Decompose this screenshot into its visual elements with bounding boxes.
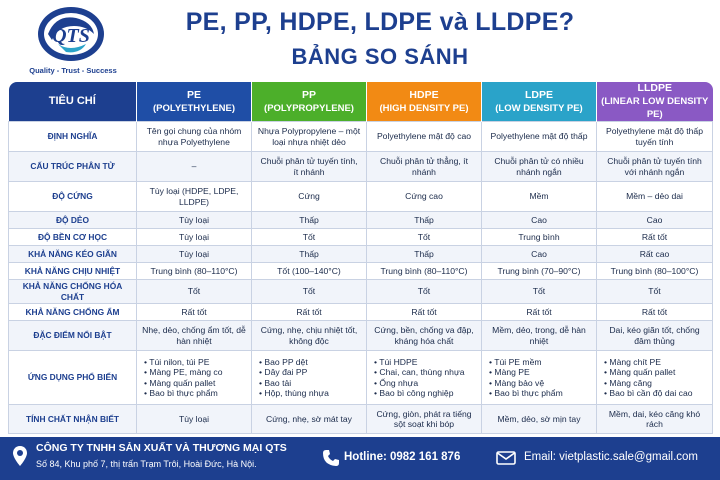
table-cell: Mềm, dẻo, sờ mịn tay: [482, 405, 597, 434]
table-row: [9, 321, 713, 351]
header-criteria: TIÊU CHÍ: [9, 82, 137, 122]
list-item: • Màng chít PE: [604, 357, 707, 368]
list-item: • Túi HDPE: [374, 357, 476, 368]
table-cell: Trung bình: [482, 229, 597, 246]
list-item: • Màng căng: [604, 378, 707, 389]
table-cell: Tốt: [597, 280, 713, 304]
list-item: • Bao tải: [259, 378, 361, 389]
table-cell: Chuỗi phân tử tuyến tính, ít nhánh: [252, 152, 367, 182]
table-cell: Trung bình (80–110°C): [367, 263, 482, 280]
company-logo: [14, 4, 124, 78]
row-label: KHẢ NĂNG CHỐNG ẨM: [9, 304, 137, 321]
header-pp: PP (POLYPROPYLENE): [252, 82, 367, 122]
table-row: [9, 152, 713, 182]
table-cell: Rất tốt: [482, 304, 597, 321]
row-label: KHẢ NĂNG CHỊU NHIỆT: [9, 263, 137, 280]
row-label: TÍNH CHẤT NHẬN BIẾT: [9, 405, 137, 434]
table-cell: Thấp: [252, 212, 367, 229]
table-cell: Tùy loại (HDPE, LDPE, LLDPE): [137, 182, 252, 212]
table-cell: Mềm: [482, 182, 597, 212]
list-item: • Ống nhựa: [374, 378, 476, 389]
table-cell: Tùy loại: [137, 212, 252, 229]
location-pin-icon: [12, 445, 28, 467]
table-cell: Thấp: [367, 246, 482, 263]
table-row: [9, 280, 713, 304]
table-cell: Thấp: [252, 246, 367, 263]
list-item: • Màng bảo vệ: [489, 378, 591, 389]
table-cell: Tốt: [252, 280, 367, 304]
table-cell: Cứng, nhẹ, chịu nhiệt tốt, không độc: [252, 321, 367, 351]
list-item: • Hộp, thùng nhựa: [259, 388, 361, 399]
row-label: CẤU TRÚC PHÂN TỬ: [9, 152, 137, 182]
row-label: ĐỘ DẺO: [9, 212, 137, 229]
list-item: • Túi PE mềm: [489, 357, 591, 368]
application-list-ldpe: [482, 351, 597, 405]
table-cell: Tốt: [367, 280, 482, 304]
list-item: • Màng PE: [489, 367, 591, 378]
table-cell: Cứng cao: [367, 182, 482, 212]
logo-tagline: Quality - Trust - Success: [29, 66, 117, 75]
application-list-lldpe: [597, 351, 713, 405]
table-cell: Tùy loại: [137, 246, 252, 263]
page-title: PE, PP, HDPE, LDPE và LLDPE?: [185, 8, 575, 36]
table-cell: Rất tốt: [597, 304, 713, 321]
table-cell: Polyethylene mật độ thấp: [482, 122, 597, 152]
company-name: CÔNG TY TNHH SẢN XUẤT VÀ THƯƠNG MẠI QTS: [36, 442, 287, 454]
footer: [0, 437, 720, 480]
list-item: • Bao bì thực phẩm: [489, 388, 591, 399]
table-cell: Cao: [482, 246, 597, 263]
table-cell: Cứng, giòn, phát ra tiếng sột soạt khi bóp: [367, 405, 482, 434]
table-cell: Trung bình (70–90°C): [482, 263, 597, 280]
table-cell: Mềm, dẻo, trong, dễ hàn nhiệt: [482, 321, 597, 351]
row-label: ĐẶC ĐIỂM NỔI BẬT: [9, 321, 137, 351]
table-row: [9, 229, 713, 246]
row-label: ĐỊNH NGHĨA: [9, 122, 137, 152]
header-lldpe: LLDPE (LINEAR LOW DENSITY PE): [597, 82, 713, 122]
table-cell: Trung bình (80–110°C): [137, 263, 252, 280]
list-item: • Dây đai PP: [259, 367, 361, 378]
list-item: • Chai, can, thùng nhựa: [374, 367, 476, 378]
list-item: • Màng quấn pallet: [604, 367, 707, 378]
table-cell: Tốt: [252, 229, 367, 246]
row-label: KHẢ NĂNG CHỐNG HÓA CHẤT: [9, 280, 137, 304]
header: [0, 0, 720, 82]
row-label: ĐỘ BỀN CƠ HỌC: [9, 229, 137, 246]
table-cell: Thấp: [367, 212, 482, 229]
list-item: • Túi nilon, túi PE: [144, 357, 246, 368]
row-label: ỨNG DỤNG PHỔ BIẾN: [9, 351, 137, 405]
table-row: [9, 182, 713, 212]
company-address: Số 84, Khu phố 7, thị trấn Trạm Trôi, Hoài Đức, Hà Nội.: [36, 459, 257, 469]
table-cell: Tùy loại: [137, 405, 252, 434]
application-list-pe: [137, 351, 252, 405]
list-item: • Bao bì thực phẩm: [144, 388, 246, 399]
table-cell: Mềm, dai, kéo căng khó rách: [597, 405, 713, 434]
qts-logo-icon: [36, 4, 106, 64]
list-item: • Bao PP dệt: [259, 357, 361, 368]
row-label: KHẢ NĂNG KÉO GIÃN: [9, 246, 137, 263]
table-cell: Rất cao: [597, 246, 713, 263]
table-cell: Mềm – dẻo dai: [597, 182, 713, 212]
row-label: ĐỘ CỨNG: [9, 182, 137, 212]
header-ldpe: LDPE (LOW DENSITY PE): [482, 82, 597, 122]
page-subtitle: BẢNG SO SÁNH: [291, 44, 469, 69]
table-cell: Tốt: [137, 280, 252, 304]
table-cell: Chuỗi phân tử có nhiều nhánh ngắn: [482, 152, 597, 182]
hotline-link[interactable]: Hotline: 0982 161 876: [344, 451, 461, 463]
table-cell: Rất tốt: [597, 229, 713, 246]
list-item: • Bao bì cần độ dai cao: [604, 388, 707, 399]
svg-text:QTS: QTS: [52, 25, 90, 47]
comparison-table: [8, 82, 713, 434]
list-item: • Màng PE, màng co: [144, 367, 246, 378]
table-cell: Cao: [597, 212, 713, 229]
table-row-recognition: [9, 405, 713, 434]
table-cell: Tên gọi chung của nhóm nhựa Polyethylene: [137, 122, 252, 152]
table-row: [9, 122, 713, 152]
table-cell: Tốt: [482, 280, 597, 304]
table-cell: Cứng, nhẹ, sờ mát tay: [252, 405, 367, 434]
table-cell: Trung bình (80–100°C): [597, 263, 713, 280]
table-row: [9, 212, 713, 229]
table-row: [9, 246, 713, 263]
table-cell: Cứng, bền, chống va đập, kháng hóa chất: [367, 321, 482, 351]
table-cell: Chuỗi phân tử thẳng, ít nhánh: [367, 152, 482, 182]
application-list-pp: [252, 351, 367, 405]
table-cell: Polyethylene mật độ thấp tuyến tính: [597, 122, 713, 152]
phone-icon: [322, 449, 340, 467]
header-hdpe: HDPE (HIGH DENSITY PE): [367, 82, 482, 122]
table-cell: Polyethylene mật độ cao: [367, 122, 482, 152]
table-cell: –: [137, 152, 252, 182]
email-icon: [496, 451, 516, 465]
header-pe: PE (POLYETHYLENE): [137, 82, 252, 122]
table-cell: Nhẹ, dẻo, chống ẩm tốt, dễ hàn nhiệt: [137, 321, 252, 351]
table-row-applications: [9, 351, 713, 405]
email-link[interactable]: Email: vietplastic.sale@gmail.com: [524, 451, 699, 463]
application-list-hdpe: [367, 351, 482, 405]
table-cell: Dai, kéo giãn tốt, chống đâm thủng: [597, 321, 713, 351]
list-item: • Bao bì công nghiệp: [374, 388, 476, 399]
table-cell: Rất tốt: [367, 304, 482, 321]
list-item: • Màng quấn pallet: [144, 378, 246, 389]
table-cell: Nhựa Polypropylene – một loại nhựa nhiệt dẻo: [252, 122, 367, 152]
table-cell: Tốt (100–140°C): [252, 263, 367, 280]
table-row: [9, 304, 713, 321]
table-cell: Cao: [482, 212, 597, 229]
table-row: [9, 263, 713, 280]
table-cell: Tốt: [367, 229, 482, 246]
table-header-row: [9, 82, 713, 122]
table-cell: Chuỗi phân tử tuyến tính với nhánh ngắn: [597, 152, 713, 182]
table-cell: Tùy loại: [137, 229, 252, 246]
table-cell: Rất tốt: [137, 304, 252, 321]
table-cell: Rất tốt: [252, 304, 367, 321]
table-cell: Cứng: [252, 182, 367, 212]
